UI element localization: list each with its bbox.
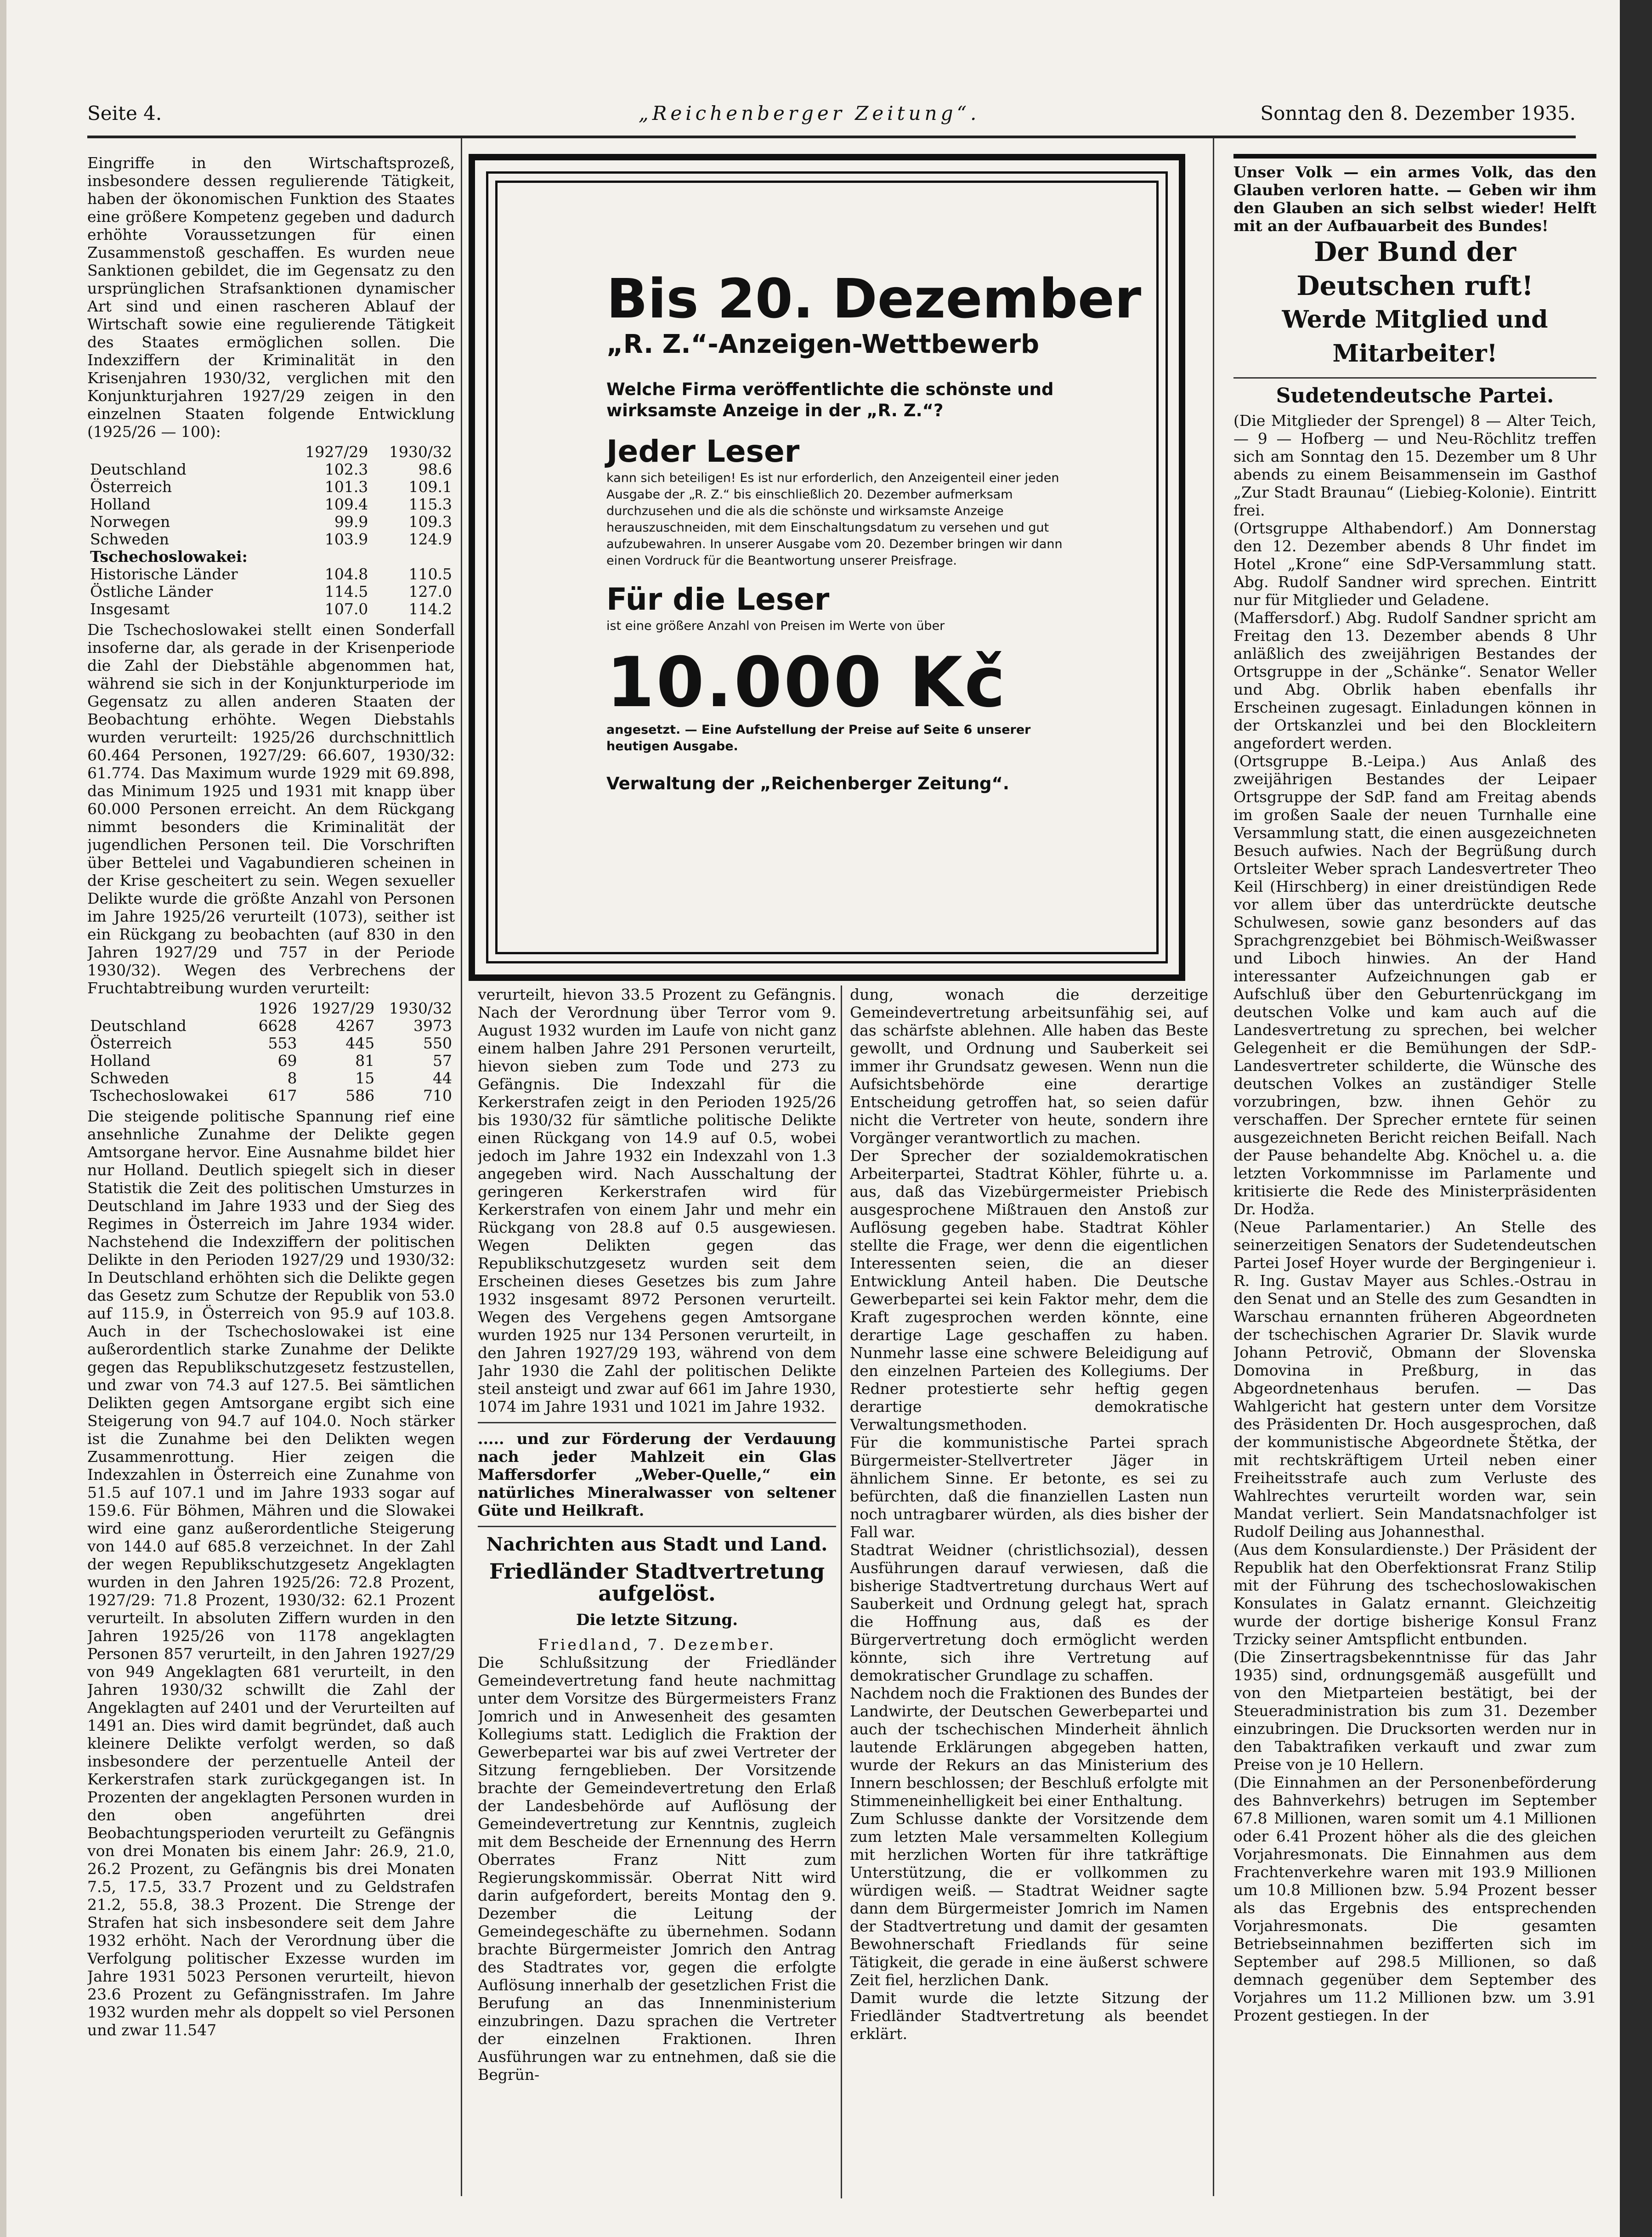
ad-title: Bis 20. Dezember xyxy=(606,267,1142,330)
table-row: Österreich 553 445 550 xyxy=(90,1034,452,1052)
dateline: Friedland, 7. Dezember. xyxy=(538,1636,776,1654)
news-item: (Ortsgruppe Althabendorf.) Am Donnerstag den 12. Dezember abends 8 Uhr findet im Hotel „Krone“ eine SdP-Versammlung statt. Abg. Rudolf Sandner wird sprechen. Eintritt nur für Mitglieder und Geladene. xyxy=(1233,519,1596,609)
ad-signature: Verwaltung der „Reichenberger Zeitung“. xyxy=(606,774,1009,793)
news-item: (Maffersdorf.) Abg. Rudolf Sandner spricht am Freitag den 13. Dezember abends 8 Uhr anläßlich des zweijährigen Bestandes der Ortsgruppe in der „Schänke“. Senator Weller und Abg. Obrlik haben ebenfalls ihr Erscheinen zugesagt. Einladungen können in der Ortskanzlei und bei den Blockleitern angefordert werden. xyxy=(1233,609,1596,752)
article-paragraph: Damit wurde die letzte Sitzung der Friedländer Stadtvertretung als beendet erklärt. xyxy=(850,1989,1208,2043)
column-1 xyxy=(87,154,455,2194)
news-item: (Die Zinsertragsbekenntnisse für das Jahr 1935) sind, ordnungsgemäß ausgefüllt und von den Mietparteien bestätigt, bei der Steueradministration bis zum 31. Dezember einzubringen. Die Drucksorten werden nur in den Tabaktrafiken verkauft und zwar zum Preise von je 10 Hellern. xyxy=(1233,1648,1596,1773)
scan-right-edge xyxy=(1620,0,1652,2237)
column-divider xyxy=(841,985,842,2198)
table-row: Historische Länder 104.8 110.5 xyxy=(90,565,452,583)
table-header-row: 1927/29 1930/32 xyxy=(305,443,452,461)
article-paragraph: Für die kommunistische Partei sprach Bürgermeister-Stellvertreter Jäger in ähnlichem Sinne. Er betonte, es sei zu befürchten, daß die finanziellen Lasten nun noch untragbarer würden, als dies bisher der Fall war. xyxy=(850,1433,1208,1541)
ad-content xyxy=(606,267,1142,794)
ad-text: kann sich beteiligen! Es ist nur erforderlich, den Anzeigenteil einer jeden Ausgabe der „R. Z.“ bis einschließlich 20. Dezember aufmerksam durchzusehen und die als die schönste und wirksamste Anzeige herauszuschneiden, mit dem Einschaltungsdatum zu versehen und gut aufzubewahren. In unserer Ausgabe vom 20. Dezember bringen wir dann einen Vordruck für die Beantwortung unserer Preisfrage. xyxy=(606,471,1063,568)
table-row: Holland 69 81 57 xyxy=(90,1052,452,1070)
column-4 xyxy=(1233,154,1596,2194)
contest-advertisement xyxy=(469,154,1194,990)
banner-line-2: Werde Mitglied und Mitarbeiter! xyxy=(1282,306,1548,368)
table-row: Deutschland 6628 4267 3973 xyxy=(90,1017,452,1035)
news-item: (Aus dem Konsulardienste.) Der Präsident der Republik hat den Oberfektionsrat Franz Stilip mit der Führung des tschechoslowakischen Konsulates in Galatz ernannt. Gleichzeitig wurde der dortige bisherige Konsul Franz Trzicky seiner Amtspflicht entbunden. xyxy=(1233,1540,1596,1648)
column-divider xyxy=(1213,138,1214,2196)
bund-banner xyxy=(1233,154,1596,371)
ad-heading-every-reader: Jeder Leser xyxy=(606,434,800,469)
separator xyxy=(478,1526,836,1527)
separator xyxy=(1233,377,1596,379)
table-row: Holland 109.4 115.3 xyxy=(90,495,452,513)
table-row: Norwegen 99.9 109.3 xyxy=(90,513,452,531)
banner-line-1: Der Bund der Deutschen ruft! xyxy=(1296,236,1533,301)
news-item: (Neue Parlamentarier.) An Stelle des seinerzeitigen Senators der Sudetendeutschen Partei Josef Hoyer wurde der Bergingenieur i. R. Ing. Gustav Mayer aus Schles.-Ostrau in den Senat und an Stelle des zum Gesandten in Warschau ernannten früheren Abgeordneten der tschechischen Agrarier Dr. Slavik wurde Johann Petrovič, Obmann der Slovenska Domovina in Preßburg, in das Abgeordnetenhaus berufen. — Das Wahlgericht hat gestern unter dem Vorsitze des Präsidenten Dr. Hoch ausgesprochen, daß der kommunistische Abgeordnete Štětka, der mit rechtskräftigem Urteil neben einer Freiheitsstrafe auch zum Verluste des Wahlrechtes verurteilt worden war, sein Mandat verliert. Sein Mandatsnachfolger ist Rudolf Deiling aus Johannesthal. xyxy=(1233,1218,1596,1540)
table-header-row: 1926 1927/29 1930/32 xyxy=(258,999,452,1017)
scan-left-edge xyxy=(0,0,6,2237)
banner-intro: Unser Volk — ein armes Volk, das den Glauben verloren hatte. — Geben wir ihm den Glauben an sich selbst wieder! Helft mit an der Aufbauarbeit des Bundes! xyxy=(1233,163,1596,235)
section-heading: Nachrichten aus Stadt und Land. xyxy=(486,1534,828,1555)
ad-subtitle: „R. Z.“-Anzeigen-Wettbewerb xyxy=(606,329,1040,359)
ad-text: angesetzt. — Eine Aufstellung der Preise auf Seite 6 unserer heutigen Ausgabe. xyxy=(606,723,1031,753)
table-row: Insgesamt 107.0 114.2 xyxy=(90,600,452,618)
article-subhead: Die letzte Sitzung. xyxy=(576,1611,738,1629)
table-row: Östliche Länder 114.5 127.0 xyxy=(90,583,452,600)
article-paragraph: Die Schlußsitzung der Friedländer Gemeindevertretung fand heute nachmittag unter dem Vorsitze des Bürgermeisters Franz Jomrich und in Anwesenheit des gesamten Kollegiums statt. Lediglich die Fraktion der Gewerbepartei war bis auf zwei Vertreter der Sitzung ferngeblieben. Der Vorsitzende brachte der Gemeindevertretung den Erlaß der Landesbehörde auf Auflösung der Gemeindevertretung zur Kenntnis, zugleich mit dem Bescheide der Ernennung des Herrn Oberrates Franz Nitt zum Regierungskommissär. Oberrat Nitt wird darin aufgefordert, bereits Montag den 9. Dezember die Leitung der Gemeindegeschäfte zu übernehmen. Sodann brachte Bürgermeister Jomrich den Antrag des Stadtrates vor, gegen die erfolgte Auflösung innerhalb der gesetzlichen Frist die Berufung an das Innenministerium einzubringen. Dazu sprachen die Vertreter der einzelnen Fraktionen. Ihren Ausführungen war zu entnehmen, daß sie die Begrün- xyxy=(478,1654,836,2084)
table-row: Deutschland 102.3 98.6 xyxy=(90,460,452,478)
article-paragraph: Die Tschechoslowakei stellt einen Sonderfall insoferne dar, als gerade in der Krisenperiode die Zahl der Diebstähle abgenommen hat, während sie sich in der Konjunkturperiode im Gegensatz zu allen anderen Staaten der Beobachtung erhöhte. Wegen Diebstahls wurden verurteilt: 1925/26 durchschnittlich 60.464 Personen, 1927/29: 66.607, 1930/32: 61.774. Das Maximum wurde 1929 mit 69.898, das Minimum 1925 und 1931 mit knapp über 60.000 Personen erreicht. An dem Rückgang nimmt besonders die Kriminalität der jugendlichen Personen teil. Die Vorschriften über Bettelei und Vagabundieren scheinen in der Krise gescheitert zu sein. Wegen sexueller Delikte wurde die größte Anzahl von Personen im Jahre 1925/26 verurteilt (1073), seither ist ein Rückgang zu beobachten (auf 830 in den Jahren 1927/29 und 757 in der Periode 1930/32). Wegen des Verbrechens der Fruchtabtreibung wurden verurteilt: xyxy=(87,621,455,997)
article-paragraph: Eingriffe in den Wirtschaftsprozeß, insbesondere dessen regulierende Tätigkeit, haben der ökonomischen Funktion des Staates eine größere Kompetenz gegeben und dadurch erhöhte Voraussetzungen für einen Zusammenstoß geschaffen. Es wurden neue Sanktionen gebildet, die im Gegensatz zu den ursprünglichen Strafsanktionen dynamischer Art sind und einen rascheren Ablauf der Wirtschaft sowie eine regulierende Tätigkeit des Staates ermöglichen sollen. Die Indexziffern der Kriminalität in den Krisenjahren 1930/32, verglichen mit den Konjunkturjahren 1927/29 zeigen in den einzelnen Staaten folgende Entwicklung (1925/26 — 100): xyxy=(87,154,455,441)
article-paragraph: Der Sprecher der sozialdemokratischen Arbeiterpartei, Stadtrat Köhler, führte u. a. aus, daß das Vizebürgermeister Priebisch ausgesprochene Mißtrauen den Anstoß zur Auflösung gegeben habe. Stadtrat Köhler stellte die Frage, wer denn die eigentlichen Interessenten seien, die an dieser Entwicklung Anteil haben. Die Deutsche Gewerbepartei sei kein Faktor mehr, dem die Kraft zugesprochen werden könnte, eine derartige Lage geschaffen zu haben. Nunmehr lasse eine schwere Beleidigung auf den einzelnen Parteien des Kollegiums. Der Redner protestierte sehr heftig gegen derartige demokratische Verwaltungsmethoden. xyxy=(850,1147,1208,1433)
ad-heading-for-readers: Für die Leser xyxy=(606,582,830,617)
article-paragraph: verurteilt, hievon 33.5 Prozent zu Gefängnis. Nach der Verordnung über Terror vom 9. August 1932 wurden im Laufe von nicht ganz einem halben Jahre 291 Personen verurteilt, hievon sieben zum Tode und 273 zu Gefängnis. Die Indexzahl für die Kerkerstrafen zeigt in den Perioden 1925/26 bis 1930/32 für sämtliche politische Delikte einen Rückgang von 14.9 auf 0.5, wobei jedoch im Jahre 1932 ein Indexzahl von 1.3 angegeben wird. Nach Ausschaltung der geringeren Kerkerstrafen wird für Kerkerstrafen von einem Jahr und mehr ein Rückgang von 28.8 auf 0.5 ausgewiesen. Wegen Delikten gegen das Republikschutzgesetz wurden seit dem Erscheinen dieses Gesetzes bis zum Jahre 1932 insgesamt 8972 Personen verurteilt. Wegen des Vergehens gegen Amtsorgane wurden 1925 nur 134 Personen verurteilt, in den Jahren 1927/29 193, während von dem Jahr 1930 die Zahl der politischen Delikte steil ansteigt und zwar auf 661 im Jahre 1930, 1074 im Jahre 1931 und 1021 im Jahre 1932. xyxy=(478,985,836,1416)
news-item: (Die Mitglieder der Sprengel) 8 — Alter Teich, — 9 — Hofberg — und Neu-Röchlitz treffen sich am Sonntag den 15. Dezember um 8 Uhr abends zu einem Beisammensein im Gasthof „Zur Stadt Braunau“ (Liebieg-Kolonie). Eintritt frei. xyxy=(1233,412,1596,519)
ad-text: ist eine größere Anzahl von Preisen im Werte von über xyxy=(606,619,945,633)
ad-prize-amount: 10.000 Kč xyxy=(606,643,1007,723)
column-divider xyxy=(461,138,462,2196)
page-header xyxy=(87,102,1576,130)
article-paragraph: dung, wonach die derzeitige Gemeindevertretung arbeitsunfähig sei, auf das schärfste ablehnen. Alle haben das Beste gewollt, und Ordnung und Sauberkeit sei immer ihr Grundsatz gewesen. Wenn nun die Aufsichtsbehörde eine derartige Entscheidung getroffen hat, so seien dafür nicht die Vertreter von heute, sondern ihre Vorgänger verantwortlich zu machen. xyxy=(850,985,1208,1147)
header-rule xyxy=(87,136,1576,138)
issue-date: Sonntag den 8. Dezember 1935. xyxy=(1260,102,1576,125)
abortion-convictions-table xyxy=(87,1000,455,1104)
party-heading: Sudetendeutsche Partei. xyxy=(1276,384,1554,408)
table-row: Tschechoslowakei 617 586 710 xyxy=(90,1087,452,1104)
article-paragraph: Stadtrat Weidner (christlichsozial), dessen Ausführungen darauf verwiesen, daß die bisherige Stadtvertretung durchaus Wert auf Sauberkeit und Ordnung gelegt hat, sprach die Hoffnung aus, daß es der Bürgervertretung doch ermöglicht werden könnte, sich ihre Vertretung auf demokratischer Grundlage zu schaffen. xyxy=(850,1541,1208,1684)
separator xyxy=(478,1422,836,1423)
article-paragraph: Die steigende politische Spannung rief eine ansehnliche Zunahme der Delikte gegen Amtsorgane hervor. Eine Ausnahme bildet hier nur Holland. Deutlich spiegelt sich in dieser Statistik die Zeit des politischen Umsturzes in Deutschland im Jahre 1933 und der Sieg des Regimes in Österreich im Jahre 1934 wider. Nachstehend die Indexziffern der politischen Delikte in den Perioden 1927/29 und 1930/32: In Deutschland erhöhten sich die Delikte gegen das Gesetz zum Schutze der Republik von 53.0 auf 115.9, in Österreich von 95.9 auf 103.8. Auch in der Tschechoslowakei ist eine außerordentlich starke Zunahme der Delikte gegen das Republikschutzgesetz festzustellen, und zwar von 74.3 auf 127.5. Bei sämtlichen Delikten gegen Amtsorgane ergibt sich eine Steigerung von 94.7 auf 104.0. Noch stärker ist die Zunahme bei den Delikten wegen Zusammenrottung. Hier zeigen die Indexzahlen in Österreich eine Zunahme von 51.5 auf 107.1 und im Jahre 1933 sogar auf 159.6. Für Böhmen, Mähren und die Slowakei wird eine ganz außerordentliche Steigerung von 144.0 auf 685.8 verzeichnet. In der Zahl der wegen Republikschutzgesetz Angeklagten wurden in den Jahren 1925/26: 72.8 Prozent, 1927/29: 71.8 Prozent, 1930/32: 62.1 Prozent verurteilt. In absoluten Ziffern wurden in den Jahren 1925/26 von 1178 angeklagten Personen 857 verurteilt, in den Jahren 1927/29 von 949 Angeklagten 681 verurteilt, in den Jahren 1930/32 schwillt die Zahl der Angeklagten auf 2401 und der Verurteilten auf 1491 an. Dies wird damit begründet, daß auch kleinere Delikte verfolgt werden, so daß insbesondere der perzentuelle Anteil der Kerkerstrafen stark zurückgegangen ist. In Prozenten der angeklagten Personen wurden in den oben angeführten drei Beobachtungsperioden verurteilt zu Gefängnis von drei Monaten bis einem Jahr: 26.9, 21.0, 26.2 Prozent, zu Gefängnis bis drei Monaten 7.5, 17.5, 33.7 Prozent und zu Geldstrafen 21.2, 55.8, 38.3 Prozent. Die Strenge der Strafen hat sich insbesondere seit dem Jahre 1932 erhöht. Nach der Verordnung über die Verfolgung politischer Exzesse wurden im Jahre 1931 5023 Personen verurteilt, hievon 23.6 Prozent zu Gefängnisstrafen. Im Jahre 1932 wurden mehr als doppelt so viel Personen und zwar 11.547 xyxy=(87,1107,455,2039)
news-item: (Die Einnahmen an der Personenbeförderung des Bahnverkehrs) betrugen im September 67.8 Millionen, waren somit um 4.1 Millionen oder 6.41 Prozent höher als die des gleichen Vorjahresmonats. Die Einnahmen aus dem Frachtenverkehre waren mit 193.9 Millionen um 10.8 Millionen bzw. 5.94 Prozent besser als das Ergebnis des entsprechenden Vorjahresmonats. Die gesamten Betriebseinnahmen bezifferten sich im September auf 298.5 Millionen, so daß demnach gegenüber dem September des Vorjahres um 11.2 Millionen bzw. um 3.91 Prozent gestiegen. In der xyxy=(1233,1773,1596,2024)
table-row: Tschechoslowakei: xyxy=(90,548,248,566)
ad-question: Welche Firma veröffentlichte die schönste und wirksamste Anzeige in der „R. Z.“? xyxy=(606,379,1054,420)
promo-notice: ..... und zur Förderung der Verdauung nach jeder Mahlzeit ein Glas Maffersdorfer „Weber-Quelle,“ ein natürliches Mineralwasser von seltener Güte und Heilkraft. xyxy=(478,1430,836,1519)
page-number: Seite 4. xyxy=(87,102,162,125)
article-paragraph: Zum Schlusse dankte der Vorsitzende dem zum letzten Male versammelten Kollegium mit herzlichen Worten für ihre tatkräftige Unterstützung, die er vollkommen zu würdigen weiß. — Stadtrat Weidner sagte dann dem Bürgermeister Jomrich im Namen der Stadtvertretung und damit der gesamten Bewohnerschaft Friedlands für seine Tätigkeit, die gerade in eine äußerst schwere Zeit fiel, herzlichen Dank. xyxy=(850,1810,1208,1989)
column-2 xyxy=(478,985,836,2194)
article-paragraph: Nachdem noch die Fraktionen des Bundes der Landwirte, der Deutschen Gewerbepartei und auch der tschechischen Minderheit ähnlich lautende Erklärungen abgegeben hatten, wurde der Rekurs an das Ministerium des Innern beschlossen; der Beschluß erfolgte mit Stimmeneinhelligkeit bei einer Enthaltung. xyxy=(850,1684,1208,1810)
table-row: Schweden 103.9 124.9 xyxy=(90,530,452,548)
article-headline: Friedländer Stadtvertretung aufgelöst. xyxy=(489,1559,825,1606)
column-3 xyxy=(850,985,1208,2194)
table-row: Schweden 8 15 44 xyxy=(90,1069,452,1087)
news-item: (Ortsgruppe B.-Leipa.) Aus Anlaß des zweijährigen Bestandes der Leipaer Ortsgruppe der SdP. fand am Freitag abends im großen Saale der neuen Turnhalle eine Versammlung statt, die einen ausgezeichneten Besuch aufwies. Nach der Begrüßung durch Ortsleiter Weber sprach Landesvertreter Theo Keil (Hirschberg) in einer dreistündigen Rede vor allem über das unterdrückte deutsche Schulwesen, sowie ganz besonders auf das Sprachgrenzgebiet bei Böhmisch-Weißwasser und Liboch hinwies. An der Hand interessanter Aufzeichnungen gab er Aufschluß über den Geburtenrückgang im deutschen Volke und kam auch auf die Landesvertretung zu sprechen, bei welcher Gelegenheit er die Bemühungen der SdP.-Landesvertreter schilderte, die Wünsche des deutschen Volkes an zuständiger Stelle vorzubringen, bzw. ihnen Gehör zu verschaffen. Der Sprecher erntete für seinen ausgezeichneten Bericht reichen Beifall. Nach der Pause behandelte Abg. Knöchel u. a. die letzten Vorkommnisse im Parlamente und kritisierte die Rede des Ministerpräsidenten Dr. Hodža. xyxy=(1233,752,1596,1218)
crime-index-table xyxy=(87,443,455,618)
newspaper-title: „Reichenberger Zeitung“. xyxy=(639,102,980,125)
table-row: Österreich 101.3 109.1 xyxy=(90,478,452,496)
